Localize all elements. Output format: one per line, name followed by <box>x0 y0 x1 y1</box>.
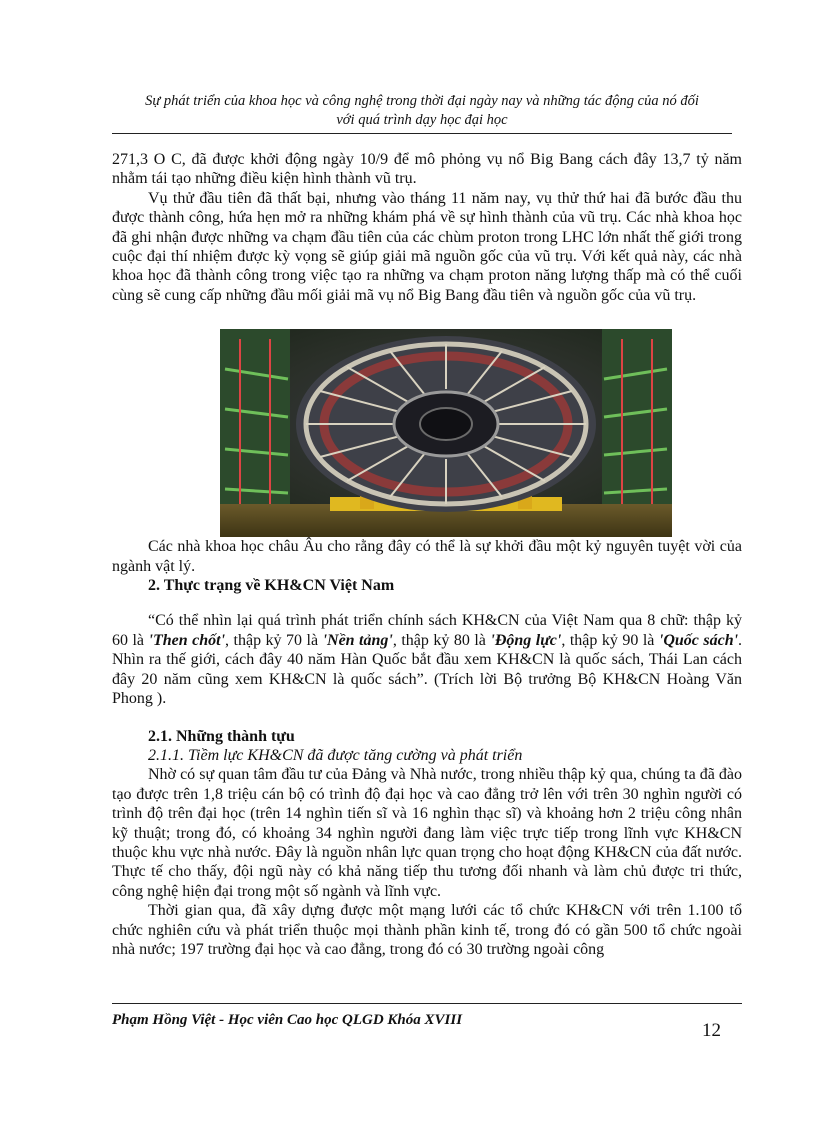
paragraph-lhc-test: Vụ thử đầu tiên đã thất bại, nhưng vào tháng 11 năm nay, vụ thử thứ hai đã bước đầu thu được thành công, hứa hẹn mở ra những khám phá về sự hình thành của vũ trụ. Các nhà khoa học đã ghi nhận được những va chạm đầu tiên của các chùm proton trong LHC lớn nhất thế giới trong cuộc đại thí nhiệm được kỳ vọng sẽ giúp giải mã nguồn gốc của vũ trụ. Với kết quả này, các nhà khoa học đã thành công trong việc tạo ra những va chạm proton năng lượng thấp mà có thể cuối cùng sẽ cung cấp những đầu mối giải mã vụ nổ Big Bang đầu tiên và nguồn gốc của vũ trụ. <box>112 189 742 304</box>
footer-author: Phạm Hồng Việt - Học viên Cao học QLGD Khóa XVIII <box>112 1012 463 1028</box>
page-body <box>112 150 742 959</box>
header-line-1: Sự phát triển của khoa học và công nghệ trong thời đại ngày nay và những tác động của nó đối <box>145 93 699 109</box>
footer-divider <box>112 1003 742 1004</box>
quote-text-3: , thập kỷ 80 là <box>392 631 491 649</box>
quote-text-4: , thập kỷ 90 là <box>561 631 659 649</box>
section-heading-2-1-1: 2.1.1. Tiềm lực KH&CN đã được tăng cường và phát triển <box>148 746 523 764</box>
section-heading-2: 2. Thực trạng về KH&CN Việt Nam <box>148 577 395 595</box>
paragraph-continuation: 271,3 O C, đã được khởi động ngày 10/9 để mô phỏng vụ nổ Big Bang cách đây 13,7 tỷ năm nhằm tái tạo những điều kiện hình thành vũ trụ. <box>112 151 742 188</box>
quote-bold-dong-luc: 'Động lực' <box>490 631 562 649</box>
photo-caption: Các nhà khoa học châu Âu cho rằng đây có thể là sự khởi đầu một kỷ nguyên tuyệt vời của ngành vật lý. <box>112 538 742 575</box>
quote-text-2: , thập kỷ 70 là <box>225 631 323 649</box>
quote-bold-quoc-sach: 'Quốc sách' <box>658 631 739 649</box>
section-heading-2-1: 2.1. Những thành tựu <box>148 727 295 745</box>
paragraph-human-resources: Nhờ có sự quan tâm đầu tư của Đảng và Nhà nước, trong nhiều thập kỷ qua, chúng ta đã đào tạo được trên 1,8 triệu cán bộ có trình độ đại học và cao đẳng trở lên với trên 30 nghìn người có trình độ trên đại học (trên 14 nghìn tiến sĩ và 16 nghìn thạc sĩ) và khoảng hơn 2 triệu công nhân kỹ thuật; trong đó, có khoảng 34 nghìn người đang làm việc trực tiếp trong lĩnh vực KH&CN thuộc khu vực nhà nước. Đây là nguồn nhân lực quan trọng cho hoạt động KH&CN của đất nước. Thực tế cho thấy, đội ngũ này có khả năng tiếp thu tương đối nhanh và làm chủ được tri thức, công nghệ hiện đại trong một số ngành và lĩnh vực. <box>112 766 742 900</box>
quote-text-1: “Có thể nhìn lại quá trình phát triển chính sách KH&CN của Việt Nam qua 8 chữ: thập kỷ 60 là <box>112 612 742 649</box>
paragraph-organizations: Thời gian qua, đã xây dựng được một mạng lưới các tổ chức KH&CN với trên 1.100 tổ chức nghiên cứu và phát triển thuộc mọi thành phần kinh tế, trong đó có gần 500 tổ chức ngoài nhà nước; 197 trường đại học và cao đẳng, trong đó có 30 trường ngoài công <box>112 902 742 958</box>
collider-detector-photo <box>220 329 672 537</box>
header-line-2: với quá trình dạy học đại học <box>336 112 508 128</box>
quote-paragraph <box>112 611 742 708</box>
header-divider <box>112 133 732 134</box>
quote-bold-then-chot: 'Then chốt' <box>148 631 226 649</box>
running-header <box>112 92 732 130</box>
page-number: 12 <box>702 1020 721 1041</box>
quote-text-5: . Nhìn ra thế giới, cách đây 40 năm Hàn Quốc bắt đầu xem KH&CN là quốc sách, Thái Lan cách đây 20 năm cũng xem KH&CN là quốc sách”. (Trích lời Bộ trưởng Bộ KH&CN Hoàng Văn Phong ). <box>112 631 743 708</box>
quote-bold-nen-tang: 'Nền tảng' <box>322 631 393 649</box>
